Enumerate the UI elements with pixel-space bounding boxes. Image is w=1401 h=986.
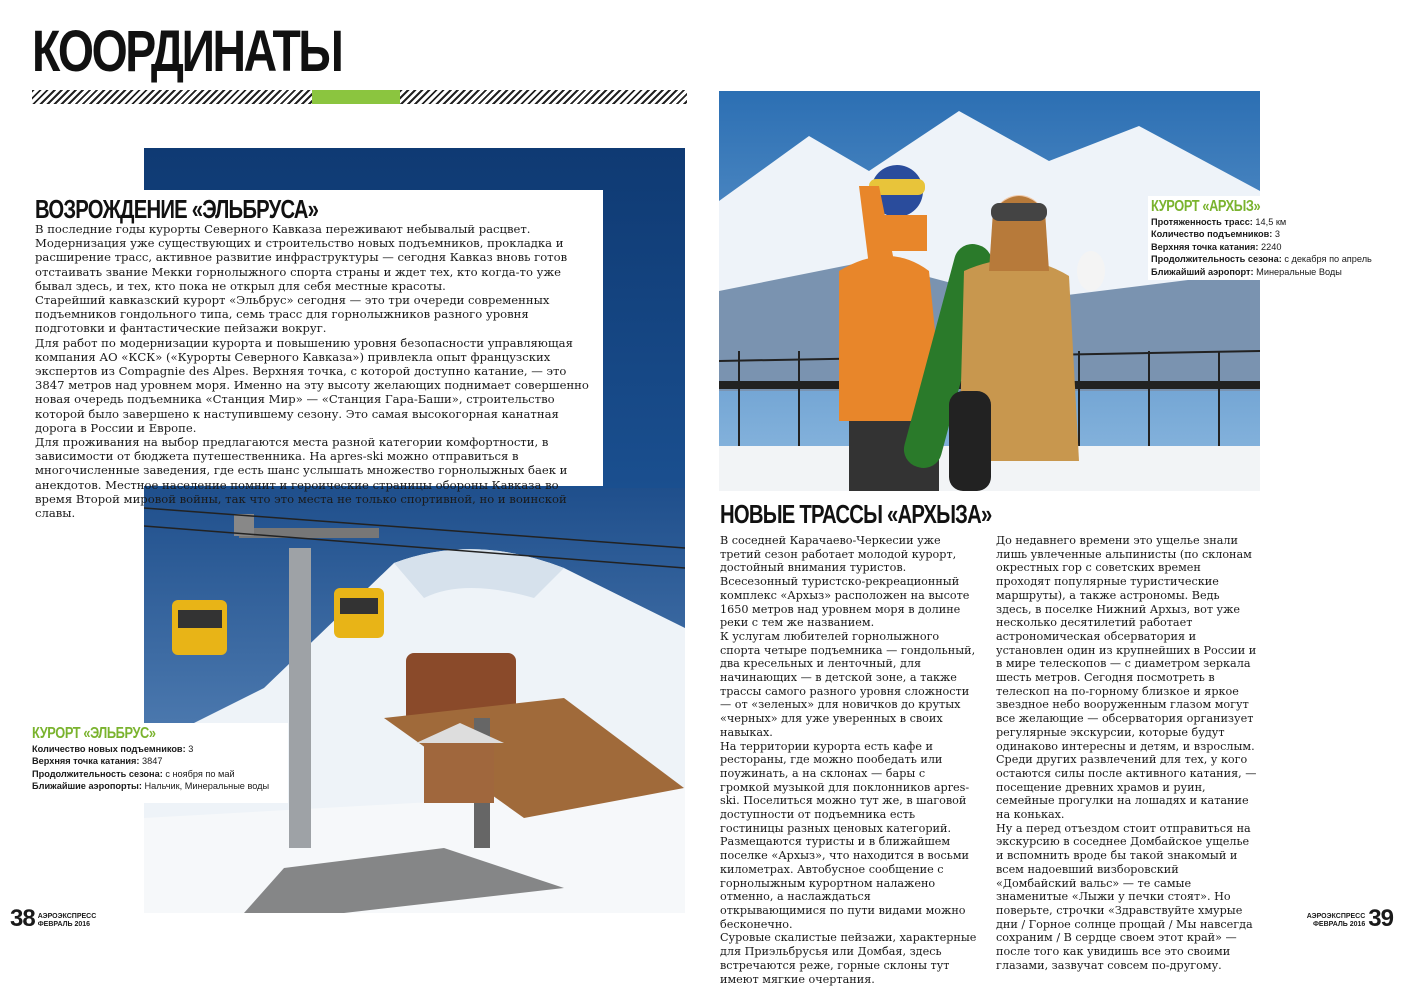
publication-info: АЭРОЭКСПРЕСС ФЕВРАЛЬ 2016 [37, 913, 97, 928]
header-stripe-accent [312, 90, 400, 104]
right-article-title: НОВЫЕ ТРАССЫ «АРХЫЗА» [720, 499, 992, 529]
elbrus-info-title: КУРОРТ «ЭЛЬБРУС» [32, 725, 156, 742]
left-folio [10, 905, 96, 933]
info-row: Протяженность трасс: 14,5 км [1151, 217, 1287, 227]
info-row: Продолжительность сезона: с декабря по апрель [1151, 254, 1372, 265]
arkhyz-snowboarders-photo [719, 91, 1260, 491]
right-article-col2 [996, 534, 1258, 973]
elbrus-info-box [28, 723, 288, 803]
info-row: Ближайший аэропорт: Минеральные Воды [1151, 266, 1342, 277]
right-folio [1307, 905, 1393, 933]
info-row: Продолжительность сезона: с ноября по май [32, 768, 235, 779]
paragraph: К услугам любителей горнолыжного спорта четыре подъемника — гондольный, два кресельных и ленточный, для начинающих — в детской зоне, а также трассы самого разного уровня сложности — от «зеленых» для новичков до крутых «черных» для уже уверенных в своих навыках. [720, 629, 976, 739]
paragraph: Старейший кавказский курорт «Эльбрус» сегодня — это три очереди современных подъемников гондольного типа, семь трасс для горнолыжников разного уровня подготовки и фантастические пейзажи вокруг. [35, 293, 550, 336]
paragraph: На территории курорта есть кафе и рестораны, где можно пообедать или поужинать, а на склонах — бары с громкой музыкой для поклонников apres-ski. Поселиться можно тут же, в шаговой доступности от подъемника есть гостиницы разных ценовых категорий. Размещаются туристы и в ближайшем поселке «Архыз», что находится в восьми километрах. Автобусное сообщение с горнолыжным курортном налажено отменно, а наслаждаться открывающимися по пути видами можно бесконечно. [720, 739, 970, 931]
paragraph: Суровые скалистые пейзажи, характерные для Приэльбрусья или Домбая, здесь встречаются реже, горные склоны тут имеют мягкие очертания. [720, 931, 977, 986]
left-article-body [35, 222, 597, 520]
paragraph: До недавнего времени это ущелье знали лишь увлеченные альпинисты (по склонам окрестных гор с советских времен проходят популярные туристические маршруты), а также астрономы. Ведь здесь, в поселке Нижний Архыз, вот уже несколько десятилетий работает астрономическая обсерватория и установлен один из крупнейших в России и в мире телескопов — с диаметром зеркала шесть метров. Сегодня посмотреть в телескоп на по-горному близкое и яркое звездное небо вооруженным глазом могут все желающие — обсерватория организует регулярные экскурсии, которые будут одинаково интересны и детям, и взрослым. Среди других развлечений для тех, у кого остаются силы после активного катания, — посещение древних храмов и руин, семейные прогулки на лошадях и катание на коньках. [996, 534, 1257, 822]
paragraph: Для работ по модернизации курорта и повышению уровня безопасности управляющая компания АО «КСК» («Курорты Северного Кавказа») привлекла опыт французских экспертов из Compagnie des Alpes. Верхняя точка, с которой доступно катание, — это 3847 метров над уровнем моря. Именно на эту высоту желающих поднимает совершенно новая очередь подъемника «Станция Мир» — «Станция Гара-Баши», строительство которой было завершено к наступившему сезону. Это самая высокогорная канатная дорога в России и Европе. [35, 335, 589, 435]
right-article-col1 [720, 534, 978, 986]
paragraph: В соседней Карачаево-Черкесии уже третий сезон работает молодой курорт, достойный внимания туристов. Всесезонный туристско-рекреационный комплекс «Архыз» расположен на высоте 1650 метров над уровнем моря в долине реки с тем же названием. [720, 534, 970, 630]
info-row: Верхняя точка катания: 3847 [32, 756, 163, 767]
info-row: Верхняя точка катания: 2240 [1151, 241, 1282, 252]
page-number: 39 [1368, 905, 1393, 932]
info-row: Количество новых подъемников: 3 [32, 744, 194, 754]
paragraph: Ну а перед отъездом стоит отправиться на экскурсию в соседнее Домбайское ущелье и вспомнить вроде бы такой знакомый и всем надоевший визборовский «Домбайский вальс» — те самые знаменитые «Лыжи у печки стоят». Но поверьте, строчки «Здравствуйте хмурые дни / Горное солнце прощай / Мы навсегда сохраним / В сердце своем этот край» — после того как увидишь все это своими глазами, зазвучат совсем по-другому. [996, 821, 1253, 972]
paragraph: Для проживания на выбор предлагаются места разной категории комфортности, в зависимости от бюджета путешественника. На apres-ski можно отправиться в многочисленные заведения, где есть шанс услышать множество горнолыжных баек и анекдотов. Местное население помнит и героические страницы обороны Кавказа во время Второй мировой войны, так что это места не только спортивной, но и воинской славы. [35, 435, 568, 521]
publication-info: АЭРОЭКСПРЕСС ФЕВРАЛЬ 2016 [1306, 913, 1366, 928]
arkhyz-info-title: КУРОРТ «АРХЫЗ» [1151, 198, 1261, 215]
info-row: Ближайшие аэропорты: Нальчик, Минеральные воды [32, 781, 270, 792]
paragraph: В последние годы курорты Северного Кавказа переживают небывалый расцвет. Модернизация уже существующих и строительство новых подъемников, прокладка и расширение трасс, активное развитие инфраструктуры — сегодня Кавказ вновь готов отстаивать звание Мекки горнолыжного спорта страны и ждет тех, кто когда-то уже бывал здесь, и тех, кто пока не открыл для себя местные красоты. [35, 222, 568, 293]
section-title: КООРДИНАТЫ [32, 19, 342, 84]
left-article-title: ВОЗРОЖДЕНИЕ «ЭЛЬБРУСА» [35, 194, 319, 224]
arkhyz-info-box [1148, 196, 1379, 280]
info-row: Количество подъемников: 3 [1151, 229, 1280, 240]
page-number: 38 [10, 905, 35, 932]
elbrus-cable-car-photo [144, 488, 685, 913]
